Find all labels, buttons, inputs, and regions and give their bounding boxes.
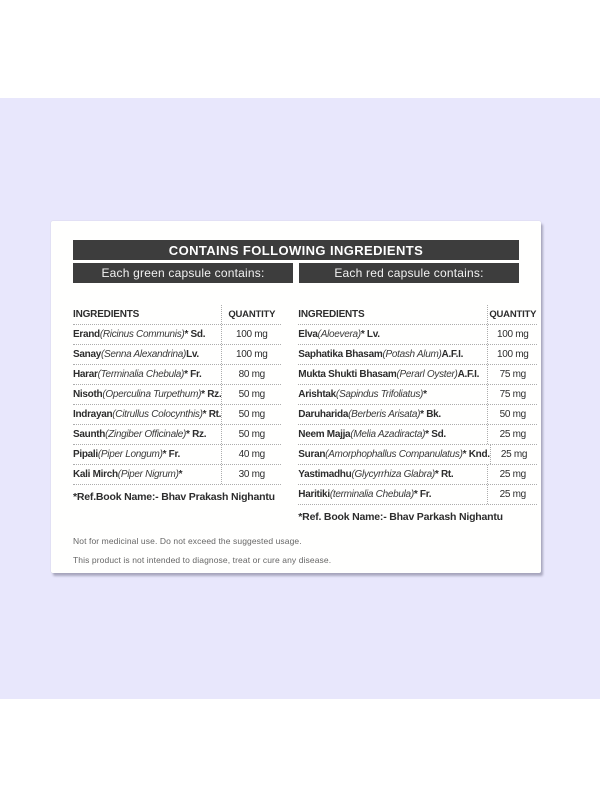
- quantity-cell: 100 mg: [487, 325, 537, 344]
- table-row: [73, 465, 281, 485]
- table-row: [298, 345, 537, 365]
- ingredient-latin-name: (terminalia Chebula): [329, 489, 414, 500]
- red-ingredients-table: [298, 305, 537, 523]
- ingredient-latin-name: (Glycyrrhiza Glabra): [351, 469, 435, 480]
- table-row: [73, 445, 281, 465]
- table-row: [298, 325, 537, 345]
- quantity-cell: 30 mg: [221, 465, 281, 484]
- green-table-header-row: [73, 305, 281, 325]
- table-row: [298, 445, 537, 465]
- ingredient-name: Harar: [73, 369, 98, 380]
- ingredient-name: Suran: [298, 449, 326, 460]
- ingredient-name: Haritiki: [298, 489, 330, 500]
- quantity-cell: 25 mg: [490, 445, 538, 464]
- ingredient-part-suffix: * Knd.: [462, 449, 490, 460]
- table-row: [298, 405, 537, 425]
- ingredient-latin-name: (Aloevera): [317, 329, 361, 340]
- ingredient-name: Daruharida: [298, 409, 349, 420]
- ingredient-part-suffix: * Lv.: [360, 329, 380, 340]
- quantity-cell: 50 mg: [221, 405, 281, 424]
- ingredient-latin-name: (Sapindus Trifoliatus): [335, 389, 424, 400]
- ingredient-cell: [73, 425, 221, 444]
- quantity-cell: 25 mg: [487, 465, 537, 484]
- ingredient-latin-name: (Terminalia Chebula): [97, 369, 185, 380]
- ingredient-name: Saunth: [73, 429, 106, 440]
- ingredient-latin-name: (Melia Azadiracta): [350, 429, 426, 440]
- ingredient-name: Neem Majja: [298, 429, 351, 440]
- quantity-cell: 25 mg: [487, 485, 537, 504]
- quantity-cell: 50 mg: [221, 425, 281, 444]
- ingredient-part-suffix: * Fr.: [162, 449, 181, 460]
- quantity-cell: 75 mg: [487, 385, 537, 404]
- ingredient-cell: [298, 465, 487, 484]
- ingredient-latin-name: (Piper Longum): [97, 449, 163, 460]
- table-row: [298, 365, 537, 385]
- ingredients-column-header: INGREDIENTS: [73, 309, 140, 320]
- ingredient-part-suffix: Lv.: [186, 349, 199, 360]
- ingredient-latin-name: (Potash Alum): [382, 349, 442, 360]
- ingredient-cell: [298, 425, 487, 444]
- ingredient-cell: [73, 385, 221, 404]
- green-capsule-subtitle-bar: [73, 263, 293, 283]
- ingredient-name: Elva: [298, 329, 318, 340]
- ingredient-latin-name: (Piper Nigrum): [117, 469, 179, 480]
- red-table-header-row: [298, 305, 537, 325]
- ingredient-name: Arishtak: [298, 389, 336, 400]
- ingredient-name: Saphatika Bhasam: [298, 349, 383, 360]
- red-table-footnote: *Ref. Book Name:- Bhav Parkash Nighantu: [298, 511, 503, 523]
- quantity-cell: 50 mg: [221, 385, 281, 404]
- quantity-column-header: QUANTITY: [487, 305, 537, 324]
- ingredient-latin-name: (Ricinus Communis): [99, 329, 185, 340]
- red-capsule-subtitle-bar: [299, 263, 519, 283]
- table-row: [73, 345, 281, 365]
- ingredient-part-suffix: * Rt.: [434, 469, 454, 480]
- table-row: [298, 385, 537, 405]
- ingredient-latin-name: (Citrullus Colocynthis): [112, 409, 203, 420]
- quantity-cell: 25 mg: [487, 425, 537, 444]
- green-table-footnote: *Ref.Book Name:- Bhav Prakash Nighantu: [73, 491, 275, 503]
- table-row: [73, 405, 281, 425]
- table-row: [298, 485, 537, 505]
- ingredient-part-suffix: A.F.I.: [457, 369, 480, 380]
- ingredient-cell: [298, 485, 487, 504]
- ingredient-cell: [298, 345, 487, 364]
- ingredient-part-suffix: * Rz.: [201, 389, 222, 400]
- ingredient-part-suffix: * Sd.: [184, 329, 206, 340]
- ingredient-part-suffix: *: [178, 469, 183, 480]
- quantity-cell: 75 mg: [487, 365, 537, 384]
- green-capsule-subtitle: Each green capsule contains:: [101, 266, 265, 280]
- quantity-cell: 40 mg: [221, 445, 281, 464]
- ingredient-name: Kali Mirch: [73, 469, 118, 480]
- quantity-cell: 80 mg: [221, 365, 281, 384]
- table-row: [73, 325, 281, 345]
- ingredient-cell: [73, 465, 221, 484]
- quantity-cell: 50 mg: [487, 405, 537, 424]
- ingredient-name: Nisoth: [73, 389, 103, 400]
- label-card-content: [51, 221, 541, 523]
- ingredient-cell: [298, 325, 487, 344]
- ingredient-latin-name: (Perarl Oyster): [396, 369, 458, 380]
- ingredient-part-suffix: A.F.I.: [441, 349, 464, 360]
- ingredient-latin-name: (Zingiber Officinale): [105, 429, 187, 440]
- ingredients-title-bar: [73, 240, 519, 260]
- ingredient-latin-name: (Senna Alexandrina): [100, 349, 187, 360]
- ingredient-latin-name: (Amorphophallus Companulatus): [325, 449, 463, 460]
- ingredient-cell: [73, 405, 221, 424]
- ingredient-cell: [73, 325, 221, 344]
- ingredients-column-header: INGREDIENTS: [298, 309, 365, 320]
- ingredient-part-suffix: * Rz.: [186, 429, 207, 440]
- table-row: [73, 365, 281, 385]
- ingredient-name: Sanay: [73, 349, 101, 360]
- disclaimer-line-2: This product is not intended to diagnose, treat or cure any disease.: [73, 554, 332, 565]
- quantity-column-header: QUANTITY: [221, 305, 281, 324]
- ingredient-cell: [73, 445, 221, 464]
- ingredient-name: Mukta Shukti Bhasam: [298, 369, 397, 380]
- green-ingredients-table: [73, 305, 281, 503]
- quantity-cell: 100 mg: [487, 345, 537, 364]
- ingredients-title: CONTAINS FOLLOWING INGREDIENTS: [168, 242, 424, 258]
- table-row: [298, 465, 537, 485]
- red-capsule-subtitle: Each red capsule contains:: [334, 266, 484, 280]
- table-row: [298, 425, 537, 445]
- ingredient-part-suffix: * Fr.: [413, 489, 432, 500]
- ingredient-name: Indrayan: [73, 409, 113, 420]
- ingredient-name: Erand: [73, 329, 100, 340]
- ingredient-part-suffix: * Fr.: [184, 369, 202, 380]
- disclaimer-line-1: Not for medicinal use. Do not exceed the suggested usage.: [73, 536, 302, 546]
- ingredient-part-suffix: * Sd.: [425, 429, 446, 440]
- ingredient-cell: [298, 385, 487, 404]
- label-card: [51, 221, 541, 573]
- capsule-subtitle-bars: [73, 263, 519, 283]
- ingredient-latin-name: (Berberis Arisata): [348, 409, 421, 420]
- ingredient-part-suffix: *: [423, 389, 427, 400]
- ingredient-cell: [298, 405, 487, 424]
- table-row: [73, 385, 281, 405]
- quantity-cell: 100 mg: [221, 345, 281, 364]
- ingredient-latin-name: (Operculina Turpethum): [102, 389, 202, 400]
- ingredient-part-suffix: * Bk.: [420, 409, 441, 420]
- quantity-cell: 100 mg: [221, 325, 281, 344]
- ingredient-cell: [298, 445, 489, 464]
- disclaimer-block: [73, 532, 331, 569]
- ingredient-part-suffix: * Rt.: [202, 409, 222, 420]
- ingredient-name: Pipali: [73, 449, 98, 460]
- table-row: [73, 425, 281, 445]
- ingredient-name: Yastimadhu: [298, 469, 352, 480]
- ingredient-cell: [73, 365, 221, 384]
- ingredient-tables: [73, 305, 537, 523]
- ingredient-cell: [298, 365, 487, 384]
- ingredient-cell: [73, 345, 221, 364]
